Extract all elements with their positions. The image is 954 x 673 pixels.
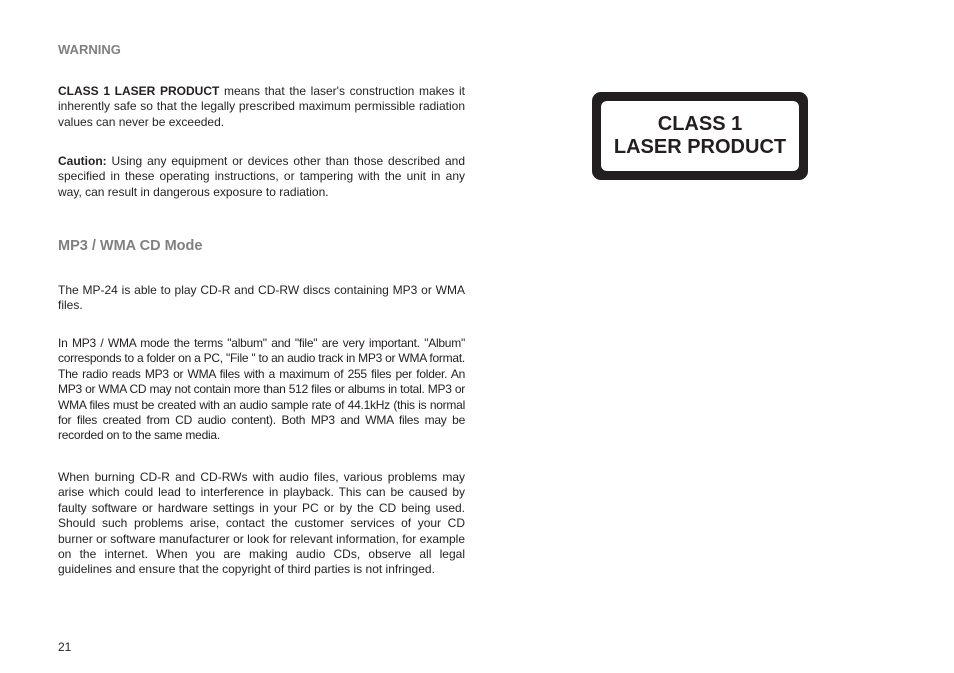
class1-lead: CLASS 1 LASER PRODUCT: [58, 84, 220, 98]
caution-text: Using any equipment or devices other than those described and specified in these operating instructions, or tampering with the unit in any way, can result in dangerous exposure to radiation.: [58, 154, 465, 199]
burning-paragraph: When burning CD-R and CD-RWs with audio files, various problems may arise which could lead to interference in playback. This can be caused by faulty software or hardware settings in your PC or by the CD being used. Should such problems arise, contact the customer services of your CD burner or software manufacturer or look for relevant information, for example on the internet. When you are making audio CDs, observe all legal guidelines and ensure that the copyright of third parties is not infringed.: [58, 470, 465, 577]
class1-paragraph: [58, 84, 465, 130]
warning-heading: WARNING: [58, 42, 121, 57]
caution-paragraph: [58, 154, 465, 200]
laser-label-inner: [601, 101, 799, 171]
page-number: 21: [58, 640, 72, 654]
mp3-wma-heading: MP3 / WMA CD Mode: [58, 238, 203, 254]
class1-laser-label: [592, 92, 808, 180]
laser-label-line2: LASER PRODUCT: [613, 136, 787, 158]
laser-label-line1: CLASS 1: [657, 113, 743, 135]
caution-lead: Caution:: [58, 154, 107, 168]
album-file-paragraph: In MP3 / WMA mode the terms "album" and "file" are very important. "Album" corresponds to a folder on a PC, "File " to an audio track in MP3 or WMA format. The radio reads MP3 or WMA files with a maximum of 255 files per folder. An MP3 or WMA CD may not contain more than 512 files or albums in total. MP3 or WMA files must be created with an audio sample rate of 44.1kHz (this is normal for files created from CD audio content). Both MP3 and WMA files may be recorded on to the same media.: [58, 336, 465, 443]
mp3-intro-paragraph: The MP-24 is able to play CD-R and CD-RW discs containing MP3 or WMA files.: [58, 283, 465, 313]
class1-text: means that the laser's construction makes it inherently safe so that the legally prescribed maximum permissible radiation values can never be exceeded.: [58, 84, 465, 129]
